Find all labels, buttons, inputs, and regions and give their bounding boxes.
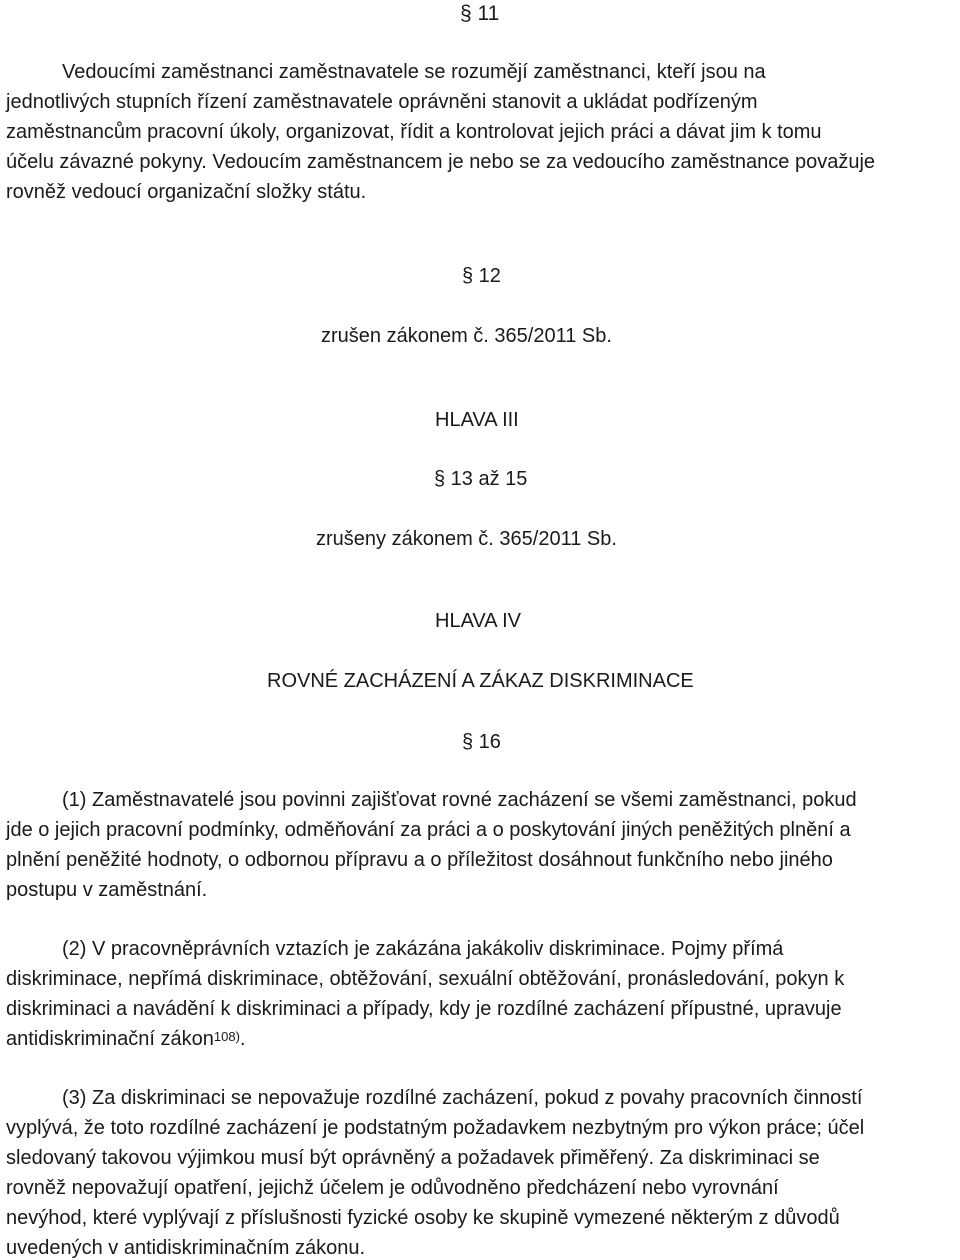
section-16-p1-line: jde o jejich pracovní podmínky, odměňování za práci a o poskytování jiných peněžitých plnění a — [6, 819, 851, 841]
section-13-15-repeal-note: zrušeny zákonem č. 365/2011 Sb. — [316, 528, 617, 550]
hlava-iii-title: HLAVA III — [435, 409, 519, 431]
section-11-line: zaměstnancům pracovní úkoly, organizovat, řídit a kontrolovat jejich práci a dávat jim k tomu — [6, 121, 822, 143]
section-16-p3-line: uvedených v antidiskriminačním zákonu. — [6, 1237, 366, 1259]
section-12-repeal-note: zrušen zákonem č. 365/2011 Sb. — [321, 325, 612, 347]
section-16-p2-last-line — [6, 1027, 245, 1051]
section-16-p3-line: sledovaný takovou výjimkou musí být oprávněný a požadavek přiměřený. Za diskriminaci se — [6, 1147, 820, 1169]
section-16-p1-line: (1) Zaměstnavatelé jsou povinni zajišťovat rovné zacházení se všemi zaměstnanci, pokud — [62, 789, 857, 811]
section-16-p2-text: antidiskriminační zákon — [6, 1028, 214, 1050]
section-12-heading: § 12 — [462, 265, 501, 287]
hlava-iv-title: HLAVA IV — [435, 610, 521, 632]
section-16-p1-line: postupu v zaměstnání. — [6, 879, 208, 901]
footnote-reference: 108) — [213, 1029, 240, 1044]
section-16-p2-line: (2) V pracovněprávních vztazích je zakázána jakákoliv diskriminace. Pojmy přímá — [62, 938, 784, 960]
hlava-iv-subtitle: ROVNÉ ZACHÁZENÍ A ZÁKAZ DISKRIMINACE — [267, 670, 694, 692]
section-16-p3-line: nevýhod, které vyplývají z příslušnosti fyzické osoby ke skupině vymezené některým z důvodů — [6, 1207, 840, 1229]
section-16-p2-period: . — [239, 1028, 246, 1050]
section-16-p2-line: diskriminaci a navádění k diskriminaci a případy, kdy je rozdílné zacházení přípustné, upravuje — [6, 998, 842, 1020]
section-11-line: jednotlivých stupních řízení zaměstnavatele oprávněni stanovit a ukládat podřízeným — [6, 91, 758, 113]
section-11-heading: § 11 — [460, 2, 500, 25]
section-11-line: rovněž vedoucí organizační složky státu. — [6, 181, 367, 203]
section-11-line: účelu závazné pokyny. Vedoucím zaměstnancem je nebo se za vedoucího zaměstnance považuje — [6, 151, 876, 173]
section-13-15-heading: § 13 až 15 — [434, 468, 528, 490]
section-16-p2-line: diskriminace, nepřímá diskriminace, obtěžování, sexuální obtěžování, pronásledování, pokyn k — [6, 968, 845, 990]
section-16-p3-line: vyplývá, že toto rozdílné zacházení je podstatným požadavkem nezbytným pro výkon práce; účel — [6, 1117, 865, 1139]
section-11-line: Vedoucími zaměstnanci zaměstnavatele se rozumějí zaměstnanci, kteří jsou na — [62, 61, 766, 83]
section-16-p1-line: plnění peněžité hodnoty, o odbornou přípravu a o příležitost dosáhnout funkčního nebo jiného — [6, 849, 833, 871]
section-16-p3-line: (3) Za diskriminaci se nepovažuje rozdílné zacházení, pokud z povahy pracovních činností — [62, 1087, 863, 1109]
section-16-heading: § 16 — [462, 731, 501, 753]
section-16-p3-line: rovněž nepovažují opatření, jejichž účelem je odůvodněno předcházení nebo vyrovnání — [6, 1177, 779, 1199]
